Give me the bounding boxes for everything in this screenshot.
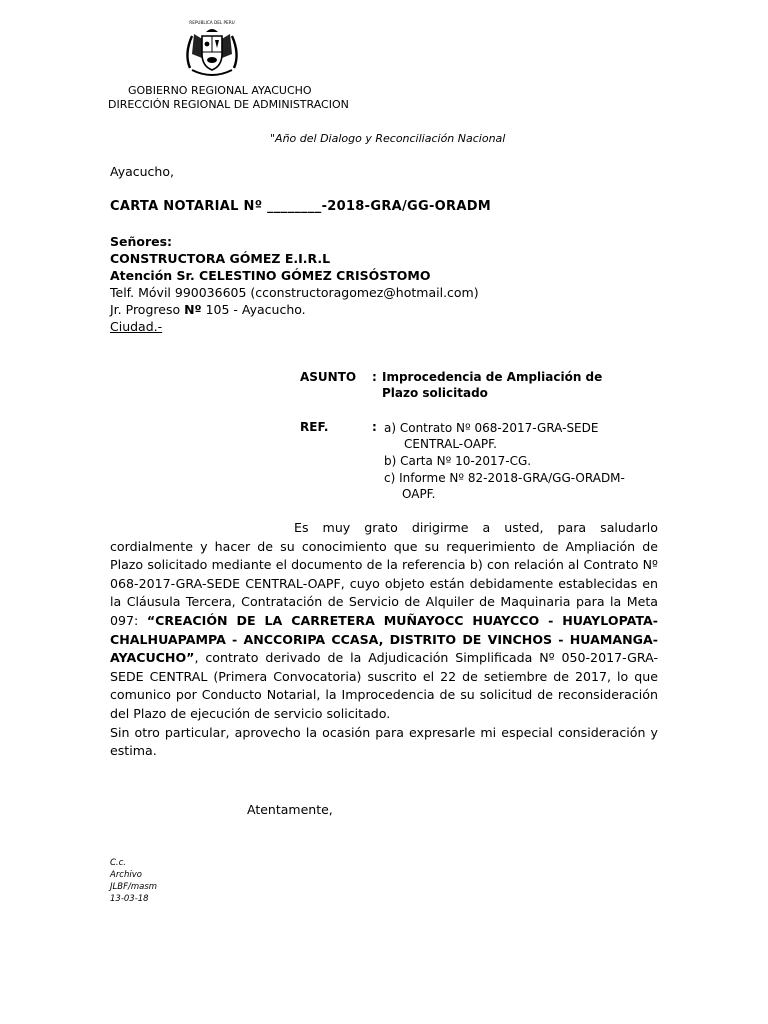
year-motto: "Año del Dialogo y Reconciliación Nacional xyxy=(270,132,506,145)
ref-a-line1: a) Contrato Nº 068-2017-GRA-SEDE xyxy=(384,421,599,435)
ref-c-line2: OAPF. xyxy=(402,487,436,501)
ref-c-line1: c) Informe Nº 82-2018-GRA/GG-ORADM- xyxy=(384,471,625,485)
footer-date: 13-03-18 xyxy=(110,894,149,904)
asunto-value-line2: Plazo solicitado xyxy=(382,386,488,400)
body-rest: , contrato derivado de la Adjudicación Simplificada Nº 050-2017-GRA-SEDE CENTRAL (Primera Convocatoria) suscrito el 22 de setiembre de 2017, lo que comunico por Conducto Notarial, la Improcedencia de su solicitud de reconsideración del Plazo de ejecución de servicio solicitado. xyxy=(110,650,658,721)
ref-a-line2: CENTRAL-OAPF. xyxy=(404,437,497,451)
crest-caption: REPUBLICA DEL PERU xyxy=(189,20,235,25)
carta-title: CARTA NOTARIAL Nº ________-2018-GRA/GG-ORADM xyxy=(110,199,492,214)
recipient-attention: Atención Sr. CELESTINO GÓMEZ CRISÓSTOMO xyxy=(110,268,431,283)
ref-b: b) Carta Nº 10-2017-CG. xyxy=(384,454,532,468)
letter-body xyxy=(110,519,658,761)
ref-colon: : xyxy=(372,420,377,434)
recipient-phone: Telf. Móvil 990036605 (cconstructoragomez@hotmail.com) xyxy=(110,285,479,300)
asunto-colon: : xyxy=(372,370,377,384)
recipient-salutation: Señores: xyxy=(110,234,173,249)
org-line-2: DIRECCIÓN REGIONAL DE ADMINISTRACION xyxy=(108,98,349,111)
address-prefix: Jr. Progreso xyxy=(110,302,185,317)
org-line-1: GOBIERNO REGIONAL AYACUCHO xyxy=(128,84,312,97)
place-line: Ayacucho, xyxy=(110,164,174,179)
body-project-name: “CREACIÓN DE LA CARRETERA MUÑAYOCC HUAYCCO - HUAYLOPATA-CHALHUAPAMPA - ANCCORIPA CCASA, DISTRITO DE VINCHOS - HUAMANGA-AYACUCHO” xyxy=(110,612,658,666)
body-paragraph-1 xyxy=(110,519,658,724)
closing-line: Atentamente, xyxy=(247,802,333,817)
body-paragraph-2: Sin otro particular, aprovecho la ocasión para expresarle mi especial consideración y estima. xyxy=(110,724,658,759)
footer-initials: JLBF/masm xyxy=(110,882,158,892)
recipient-city: Ciudad.- xyxy=(110,319,163,334)
asunto-label: ASUNTO xyxy=(300,370,357,384)
footer-cc: C.c. xyxy=(110,858,127,868)
footer-archivo: Archivo xyxy=(110,870,142,880)
peru-coat-of-arms-icon xyxy=(180,18,244,84)
ref-label: REF. xyxy=(300,420,329,434)
asunto-value-line1: Improcedencia de Ampliación de xyxy=(382,370,603,384)
address-number-sign: Nº xyxy=(184,302,202,317)
recipient-address xyxy=(110,302,306,317)
recipient-company: CONSTRUCTORA GÓMEZ E.I.R.L xyxy=(110,251,331,266)
address-suffix: 105 - Ayacucho. xyxy=(201,302,306,317)
body-intro: Es muy grato dirigirme a usted, para saludarlo cordialmente y hacer de su conocimiento que su requerimiento de Ampliación de Plazo solicitado mediante el documento de la referencia b) con relación al Contrato Nº 068-2017-GRA-SEDE CENTRAL-OAPF, cuyo objeto están debidamente establecidas en la Cláusula Tercera, Contratación de Servicio de Alquiler de Maquinaria para la Meta 097: xyxy=(110,520,658,628)
